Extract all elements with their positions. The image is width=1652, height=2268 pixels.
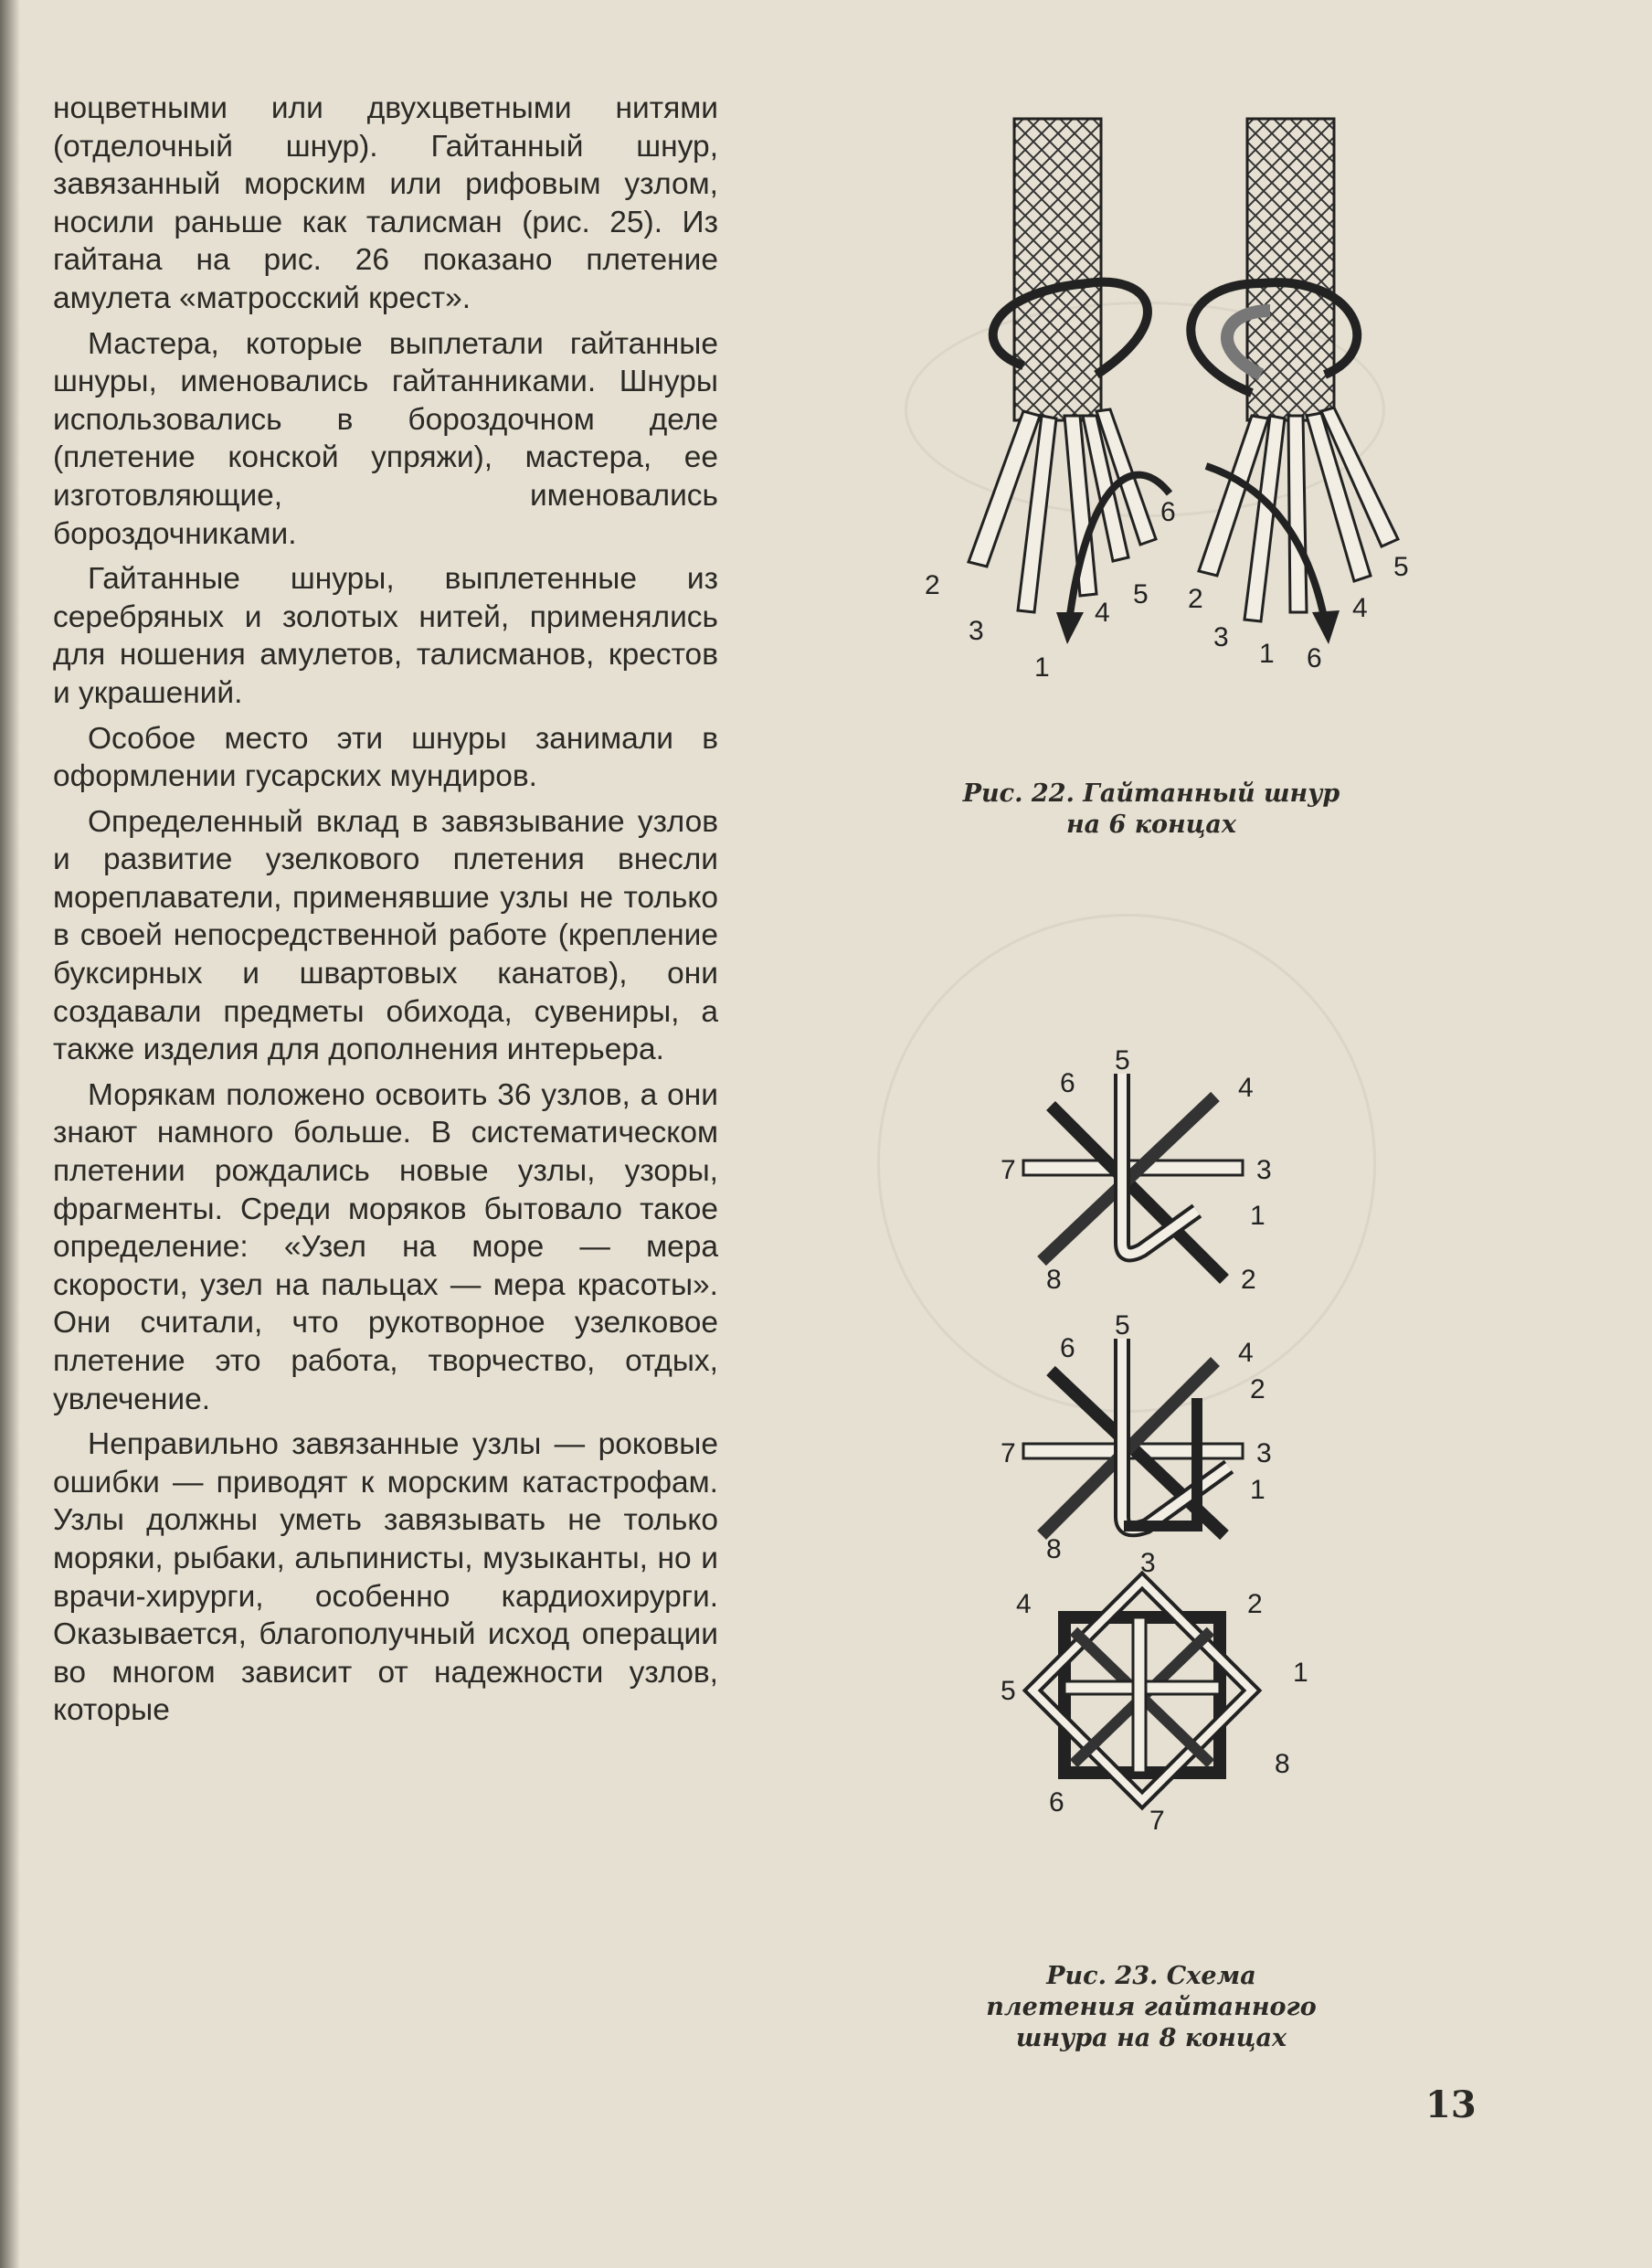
strand-group-left (969, 409, 1156, 612)
strand-number-label: 5 (1115, 1045, 1130, 1076)
label-left: 4 (1095, 598, 1110, 628)
label-left: 1 (1034, 652, 1050, 683)
strand-number-label: 4 (1238, 1338, 1254, 1368)
strand-number-label: 1 (1293, 1658, 1308, 1688)
strand-number-label: 6 (1060, 1333, 1075, 1363)
strand-number-label: 1 (1250, 1201, 1265, 1231)
cord-body-left (1014, 119, 1101, 420)
label-right: 1 (1259, 639, 1275, 669)
figure-22-caption (950, 779, 1352, 841)
label-right: 2 (1188, 584, 1203, 614)
paragraph: ноцветными или двухцветными нитями (отделочный шнур). Гайтанный шнур, завязанный морским или рифовым узлом, носили раньше как талисман (рис. 25). Из гайтана на рис. 26 показано плетение амулета «матросский крест». (53, 91, 718, 315)
label-left: 3 (969, 616, 984, 646)
page-number: 13 (1425, 2083, 1477, 2126)
paragraph: Особое место эти шнуры занимали в оформлении гусарских мундиров. (53, 721, 718, 794)
strand-number-label: 8 (1275, 1749, 1290, 1779)
caption-line: Рис. 23. Схема (1046, 1962, 1256, 1990)
strand-number-label: 7 (1149, 1806, 1165, 1836)
strand-number-label: 2 (1247, 1589, 1263, 1619)
scheme-step-3 (1001, 1548, 1308, 1836)
caption-line: плетения гайтанного (986, 1993, 1317, 2021)
arrow-left (1056, 612, 1084, 644)
figure-22-illustration (877, 101, 1462, 704)
page-edge-shadow (0, 0, 20, 2268)
strand-group-right (1199, 408, 1398, 621)
strand-number-label: 6 (1049, 1787, 1064, 1818)
strand-number-label: 4 (1016, 1589, 1032, 1619)
paragraph: Неправильно завязанные узлы — роковые ошибки — приводят к морским катастрофам. Узлы должны уметь завязывать не только моряки, рыбаки, альпинисты, музыканты, но и врачи-хирурги, особенно кардиохирурги. Оказывается, благополучный исход операции во многом зависит от надежности узлов, которые (53, 1427, 718, 1728)
label-right: 6 (1307, 643, 1322, 673)
paragraph: Гайтанные шнуры, выплетенные из серебряных и золотых нитей, применялись для ношения амулетов, талисманов, крестов и украшений. (53, 562, 718, 710)
strand-number-label: 7 (1001, 1438, 1016, 1468)
scheme-step-1 (1001, 1045, 1272, 1295)
label-right: 6 (1160, 497, 1176, 527)
strand-number-label: 3 (1256, 1155, 1272, 1185)
label-left: 5 (1133, 579, 1149, 609)
caption-line: шнура на 8 концах (1015, 2024, 1287, 2052)
label-right: 5 (1393, 552, 1409, 582)
paragraph: Определенный вклад в завязывание узлов и развитие узелкового плетения внесли мореплаватели, применявшие узлы не только в своей непосредственной работе (крепление буксирных и швартовых канатов), они создавали предметы обихода, сувениры, а также изделия для дополнения интерьера. (53, 804, 718, 1067)
strand-number-label: 3 (1140, 1548, 1156, 1578)
strand-number-label: 5 (1001, 1676, 1016, 1706)
strand-number-label: 1 (1250, 1475, 1265, 1505)
strand-number-label: 8 (1046, 1265, 1062, 1295)
figure-23-caption (969, 1961, 1334, 2054)
arrow-right (1312, 610, 1340, 644)
strand-number-label: 6 (1060, 1068, 1075, 1098)
strand-number-label: 4 (1238, 1073, 1254, 1103)
label-right: 3 (1213, 622, 1229, 652)
strand-number-label: 7 (1001, 1155, 1016, 1185)
paragraph: Морякам положено освоить 36 узлов, а они знают намного больше. В систематическом плетении рождались новые узлы, узоры, фрагменты. Среди моряков бытовало такое определение: «Узел на море — мера скорости, узел на пальцах — мера красоты». Они считали, что рукотворное узелковое плетение это работа, творчество, отдых, увлечение. (53, 1077, 718, 1416)
caption-line: на 6 концах (1065, 811, 1236, 839)
label-left: 2 (925, 570, 940, 600)
strand-number-label: 3 (1256, 1438, 1272, 1468)
strand-number-label: 2 (1241, 1265, 1256, 1295)
strand-number-label: 5 (1115, 1310, 1130, 1341)
scheme-step-2 (1001, 1310, 1272, 1564)
caption-line: Рис. 22. Гайтанный шнур (962, 779, 1340, 808)
body-text-column (53, 90, 718, 1737)
strand-number-label: 2 (1250, 1374, 1265, 1404)
figure-23-illustration (987, 1042, 1334, 1846)
paragraph: Мастера, которые выплетали гайтанные шнуры, именовались гайтанниками. Шнуры использовались в бороздочном деле (плетение конской упряжи), мастера, ее изготовляющие, именовались бороздочниками. (53, 326, 718, 551)
strand-number-label: 8 (1046, 1534, 1062, 1564)
label-right: 4 (1352, 593, 1368, 623)
